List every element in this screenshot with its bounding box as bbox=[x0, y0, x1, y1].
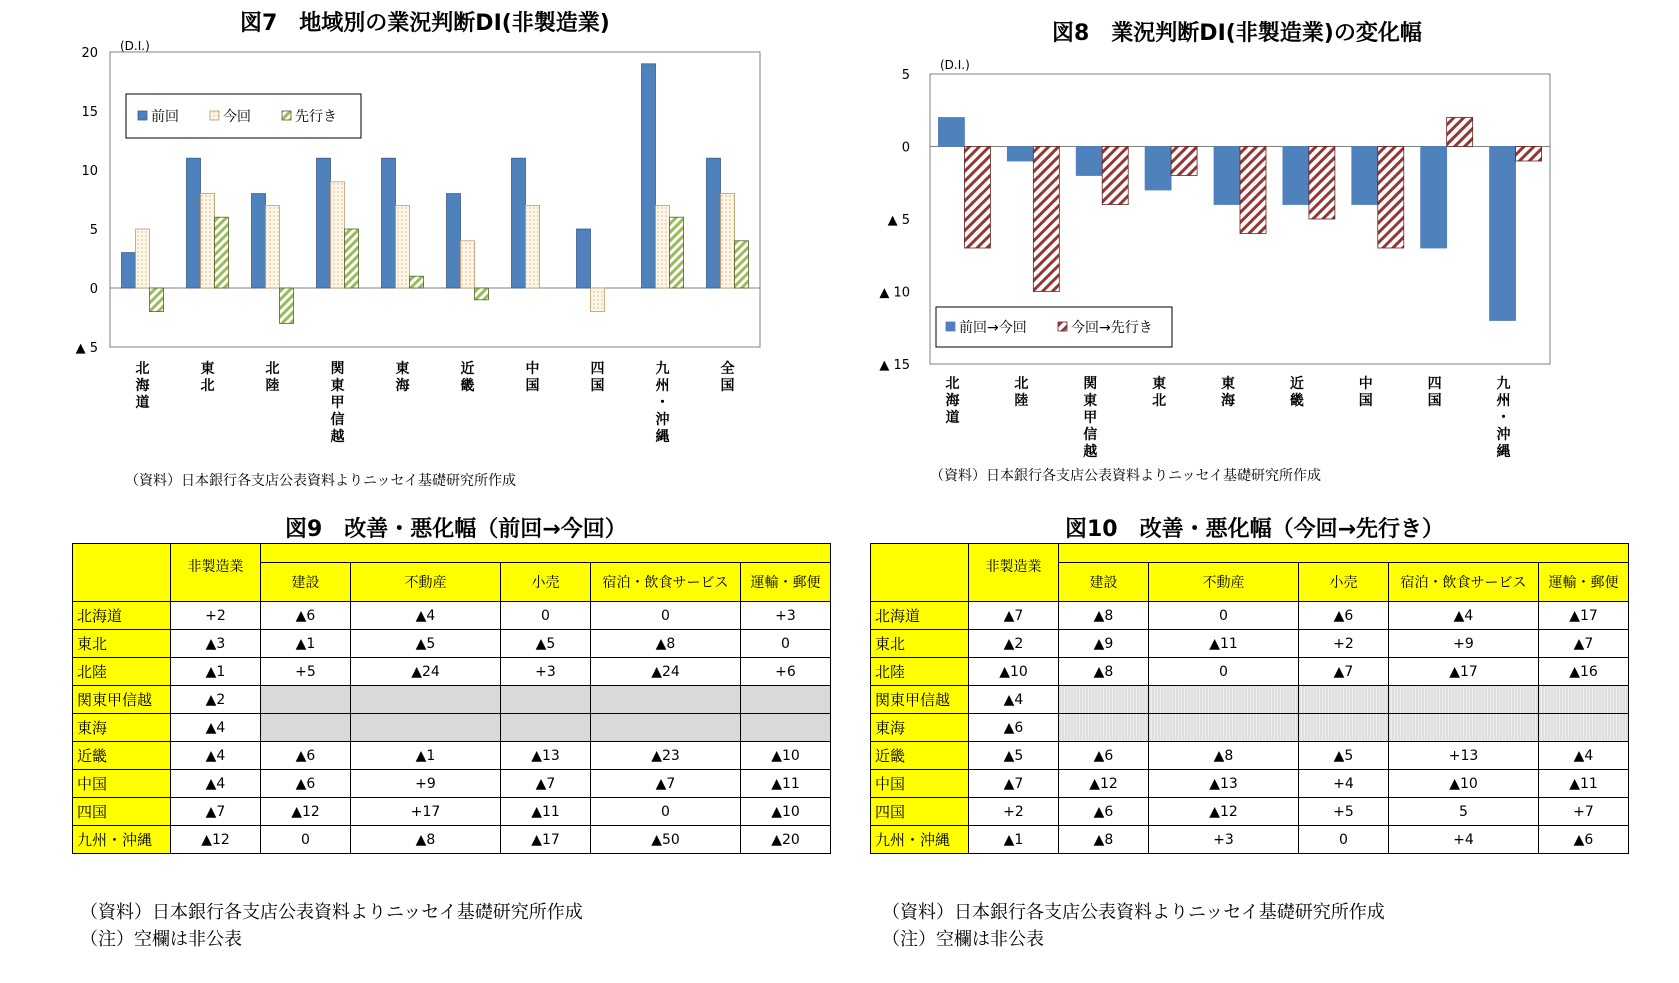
fig9-value-cell: ▲11 bbox=[741, 770, 831, 798]
fig8-xtick: 海 bbox=[945, 393, 960, 409]
fig8-bar bbox=[1007, 147, 1033, 162]
fig10-value-cell: ▲8 bbox=[1059, 826, 1149, 854]
fig9-value-cell: +6 bbox=[741, 658, 831, 686]
fig9-row bbox=[73, 630, 831, 658]
fig9-value-cell: +5 bbox=[261, 658, 351, 686]
fig8-xtick: 甲 bbox=[1083, 410, 1098, 426]
fig9-value-cell: ▲10 bbox=[741, 798, 831, 826]
fig7-bar bbox=[656, 205, 670, 288]
fig8-legend-swatch bbox=[1058, 322, 1067, 331]
fig10-value-cell: ▲8 bbox=[1059, 658, 1149, 686]
fig9-header-cell: 建設 bbox=[261, 563, 351, 602]
fig10-value-cell: ▲6 bbox=[1059, 798, 1149, 826]
fig9-blank-cell bbox=[591, 714, 741, 742]
fig10-table bbox=[870, 543, 1629, 854]
fig8-legend-swatch bbox=[946, 322, 955, 331]
fig9-value-cell: ▲17 bbox=[501, 826, 591, 854]
fig10-value-cell: +2 bbox=[969, 798, 1059, 826]
fig9-row bbox=[73, 742, 831, 770]
fig9-blank-cell bbox=[741, 686, 831, 714]
fig7-bar bbox=[642, 64, 656, 288]
fig7-bar bbox=[187, 158, 201, 288]
fig8-ytick: ▲ 10 bbox=[879, 285, 910, 301]
fig9-source: （資料）日本銀行各支店公表資料よりニッセイ基礎研究所作成 bbox=[80, 902, 583, 923]
fig7-xtick: 関 bbox=[330, 361, 345, 377]
fig7-xtick: 四 bbox=[590, 361, 605, 377]
fig10-row bbox=[871, 658, 1629, 686]
fig9-value-cell: ▲1 bbox=[351, 742, 501, 770]
fig9-value-cell: ▲4 bbox=[171, 770, 261, 798]
fig8-legend-label: 前回→今回 bbox=[959, 320, 1027, 336]
fig10-value-cell: ▲6 bbox=[1539, 826, 1629, 854]
fig10-row bbox=[871, 686, 1629, 714]
fig8-xtick: 畿 bbox=[1289, 393, 1304, 409]
fig9-blank-cell bbox=[501, 714, 591, 742]
fig10-value-cell: ▲6 bbox=[1059, 742, 1149, 770]
fig7-xtick: 東 bbox=[395, 361, 410, 377]
fig9-row bbox=[73, 714, 831, 742]
fig10-blank-cell bbox=[1539, 714, 1629, 742]
fig9-value-cell: ▲20 bbox=[741, 826, 831, 854]
fig9-value-cell: ▲1 bbox=[261, 630, 351, 658]
fig7-chart bbox=[60, 34, 830, 474]
fig9-note: （注）空欄は非公表 bbox=[80, 929, 242, 950]
fig10-blank-cell bbox=[1299, 686, 1389, 714]
fig7-bar bbox=[447, 194, 461, 288]
fig10-value-cell: ▲11 bbox=[1539, 770, 1629, 798]
fig7-xtick: 東 bbox=[330, 378, 345, 394]
fig7-xtick: 全 bbox=[720, 361, 735, 377]
fig8-bar bbox=[1490, 147, 1516, 321]
fig7-xtick: 甲 bbox=[330, 395, 345, 411]
fig10-value-cell: ▲1 bbox=[969, 826, 1059, 854]
fig9-value-cell: ▲7 bbox=[591, 770, 741, 798]
fig7-bar bbox=[591, 288, 605, 312]
fig7-xtick: 沖 bbox=[655, 412, 670, 428]
fig9-header-spacer bbox=[261, 544, 831, 563]
fig7-xtick: 北 bbox=[135, 361, 150, 377]
fig9-value-cell: ▲11 bbox=[501, 798, 591, 826]
fig10-blank-cell bbox=[1059, 686, 1149, 714]
fig9-region-cell: 関東甲信越 bbox=[73, 686, 171, 714]
fig9-value-cell: ▲50 bbox=[591, 826, 741, 854]
fig9-row bbox=[73, 826, 831, 854]
fig10-corner bbox=[871, 544, 969, 602]
fig10-value-cell: ▲4 bbox=[1389, 602, 1539, 630]
fig8-bar bbox=[1171, 147, 1197, 176]
fig7-xtick: 越 bbox=[330, 429, 345, 445]
fig7-xtick: 北 bbox=[200, 378, 215, 394]
fig8-xtick: 東 bbox=[1152, 376, 1167, 392]
fig8-legend-label: 今回→先行き bbox=[1071, 320, 1153, 336]
fig9-value-cell: ▲6 bbox=[261, 742, 351, 770]
fig7-source: （資料）日本銀行各支店公表資料よりニッセイ基礎研究所作成 bbox=[125, 473, 517, 489]
fig7-bar bbox=[735, 241, 749, 288]
fig7-bar bbox=[201, 194, 215, 288]
fig9-blank-cell bbox=[261, 714, 351, 742]
fig10-value-cell: ▲9 bbox=[1059, 630, 1149, 658]
fig9-value-cell: +17 bbox=[351, 798, 501, 826]
fig9-blank-cell bbox=[261, 686, 351, 714]
fig8-xtick: 東 bbox=[1221, 376, 1235, 392]
fig10-note: （注）空欄は非公表 bbox=[882, 929, 1044, 950]
fig7-legend-label: 今回 bbox=[223, 109, 251, 125]
fig10-value-cell: +3 bbox=[1149, 826, 1299, 854]
fig8-bar bbox=[1516, 147, 1542, 162]
fig8-bar bbox=[1240, 147, 1266, 234]
fig10-header-cell: 宿泊・飲食サービス bbox=[1389, 563, 1539, 602]
fig7-ytick: 5 bbox=[89, 223, 98, 238]
fig8-xtick: 四 bbox=[1427, 376, 1442, 392]
fig8-ytick: ▲ 5 bbox=[887, 213, 910, 228]
fig8-bar bbox=[1145, 147, 1171, 191]
fig7-bar bbox=[410, 276, 424, 288]
fig10-value-cell: +9 bbox=[1389, 630, 1539, 658]
fig7-legend-swatch bbox=[210, 111, 219, 120]
fig10-header-cell: 建設 bbox=[1059, 563, 1149, 602]
fig8-xtick: 北 bbox=[1014, 376, 1029, 392]
fig8-xtick: 関 bbox=[1083, 376, 1098, 392]
fig10-value-cell: 0 bbox=[1149, 658, 1299, 686]
fig10-region-cell: 東海 bbox=[871, 714, 969, 742]
fig8-xtick: ・ bbox=[1496, 410, 1511, 426]
fig8-xtick: 越 bbox=[1083, 444, 1098, 460]
fig9-value-cell: 0 bbox=[741, 630, 831, 658]
fig8-bar bbox=[1378, 147, 1404, 249]
fig7-bar bbox=[150, 288, 164, 312]
fig8-bar bbox=[1309, 147, 1335, 220]
fig10-value-cell: ▲12 bbox=[1149, 798, 1299, 826]
fig9-blank-cell bbox=[591, 686, 741, 714]
fig7-bar bbox=[721, 194, 735, 288]
fig10-value-cell: ▲6 bbox=[1299, 602, 1389, 630]
fig8-ytick: ▲ 15 bbox=[879, 358, 910, 373]
fig8-xtick: 北 bbox=[945, 376, 960, 392]
fig10-value-cell: ▲17 bbox=[1539, 602, 1629, 630]
fig10-value-cell: +4 bbox=[1299, 770, 1389, 798]
fig9-value-cell: ▲4 bbox=[171, 714, 261, 742]
fig10-header-cell: 非製造業 bbox=[969, 544, 1059, 602]
fig10-value-cell: ▲5 bbox=[969, 742, 1059, 770]
fig10-value-cell: ▲16 bbox=[1539, 658, 1629, 686]
fig10-region-cell: 北海道 bbox=[871, 602, 969, 630]
fig9-value-cell: ▲8 bbox=[591, 630, 741, 658]
fig9-region-cell: 中国 bbox=[73, 770, 171, 798]
fig9-value-cell: ▲13 bbox=[501, 742, 591, 770]
fig10-value-cell: ▲12 bbox=[1059, 770, 1149, 798]
fig7-bar bbox=[280, 288, 294, 323]
fig9-row bbox=[73, 770, 831, 798]
fig7-bar bbox=[526, 205, 540, 288]
fig9-value-cell: 0 bbox=[591, 602, 741, 630]
fig9-value-cell: ▲7 bbox=[171, 798, 261, 826]
fig8-bar bbox=[1033, 147, 1059, 292]
fig7-xtick: 東 bbox=[200, 361, 215, 377]
fig7-xtick: 北 bbox=[265, 361, 280, 377]
fig10-region-cell: 四国 bbox=[871, 798, 969, 826]
fig7-ytick: 10 bbox=[81, 164, 98, 179]
fig10-row bbox=[871, 798, 1629, 826]
fig8-xtick: 近 bbox=[1289, 376, 1304, 392]
fig8-bar bbox=[1102, 147, 1128, 205]
fig8-ytick: 5 bbox=[901, 68, 910, 83]
fig7-xtick: ・ bbox=[655, 395, 670, 411]
fig8-xtick: 道 bbox=[945, 410, 960, 426]
fig8-xtick: 北 bbox=[1152, 393, 1167, 409]
fig8-xtick: 沖 bbox=[1496, 427, 1511, 443]
fig9-value-cell: ▲12 bbox=[261, 798, 351, 826]
fig7-legend-label: 先行き bbox=[295, 109, 337, 125]
fig7-legend-swatch bbox=[138, 111, 147, 120]
fig7-ytick: 0 bbox=[89, 282, 98, 297]
fig9-region-cell: 北海道 bbox=[73, 602, 171, 630]
fig10-region-cell: 北陸 bbox=[871, 658, 969, 686]
fig9-value-cell: ▲23 bbox=[591, 742, 741, 770]
fig8-xtick: 国 bbox=[1427, 393, 1442, 409]
fig7-legend-label: 前回 bbox=[151, 109, 179, 125]
fig10-blank-cell bbox=[1299, 714, 1389, 742]
fig8-xtick: 国 bbox=[1358, 393, 1373, 409]
fig7-bar bbox=[331, 182, 345, 288]
fig9-header-cell: 運輸・郵便 bbox=[741, 563, 831, 602]
fig9-value-cell: ▲1 bbox=[171, 658, 261, 686]
fig10-row bbox=[871, 602, 1629, 630]
fig7-xtick: 近 bbox=[460, 361, 475, 377]
fig10-row bbox=[871, 742, 1629, 770]
fig10-header-cell: 運輸・郵便 bbox=[1539, 563, 1629, 602]
fig8-bar bbox=[1214, 147, 1240, 205]
fig9-value-cell: 0 bbox=[591, 798, 741, 826]
fig9-value-cell: ▲10 bbox=[741, 742, 831, 770]
fig9-header-cell: 宿泊・飲食サービス bbox=[591, 563, 741, 602]
fig8-source: （資料）日本銀行各支店公表資料よりニッセイ基礎研究所作成 bbox=[930, 468, 1322, 484]
fig8-xtick: 東 bbox=[1083, 393, 1098, 409]
fig8-bar bbox=[938, 118, 964, 147]
fig10-header-cell: 不動産 bbox=[1149, 563, 1299, 602]
fig8-bar bbox=[1283, 147, 1309, 205]
fig10-value-cell: ▲4 bbox=[969, 686, 1059, 714]
fig10-value-cell: ▲7 bbox=[969, 770, 1059, 798]
fig10-region-cell: 九州・沖縄 bbox=[871, 826, 969, 854]
fig10-row bbox=[871, 714, 1629, 742]
fig9-value-cell: +2 bbox=[171, 602, 261, 630]
fig9-blank-cell bbox=[741, 714, 831, 742]
fig10-value-cell: ▲4 bbox=[1539, 742, 1629, 770]
fig10-value-cell: ▲17 bbox=[1389, 658, 1539, 686]
fig7-bar bbox=[136, 229, 150, 288]
fig7-unit-label: (D.I.) bbox=[120, 39, 150, 53]
fig7-bar bbox=[396, 205, 410, 288]
fig9-value-cell: ▲6 bbox=[261, 602, 351, 630]
fig7-xtick: 信 bbox=[330, 412, 345, 428]
fig7-xtick: 海 bbox=[395, 378, 410, 394]
fig10-blank-cell bbox=[1539, 686, 1629, 714]
fig8-bar bbox=[1447, 118, 1473, 147]
fig7-xtick: 縄 bbox=[655, 429, 670, 445]
fig7-xtick: 国 bbox=[525, 378, 540, 394]
fig7-xtick: 国 bbox=[720, 378, 735, 394]
fig9-value-cell: ▲12 bbox=[171, 826, 261, 854]
fig9-row bbox=[73, 658, 831, 686]
fig10-value-cell: ▲8 bbox=[1149, 742, 1299, 770]
fig9-value-cell: ▲24 bbox=[591, 658, 741, 686]
fig7-bar bbox=[382, 158, 396, 288]
fig9-blank-cell bbox=[351, 714, 501, 742]
fig10-value-cell: +7 bbox=[1539, 798, 1629, 826]
fig9-value-cell: ▲3 bbox=[171, 630, 261, 658]
fig9-value-cell: 0 bbox=[261, 826, 351, 854]
fig10-value-cell: ▲7 bbox=[1539, 630, 1629, 658]
fig9-value-cell: ▲24 bbox=[351, 658, 501, 686]
fig9-region-cell: 近畿 bbox=[73, 742, 171, 770]
fig9-value-cell: +3 bbox=[501, 658, 591, 686]
fig10-row bbox=[871, 826, 1629, 854]
fig9-region-cell: 四国 bbox=[73, 798, 171, 826]
fig9-value-cell: ▲7 bbox=[501, 770, 591, 798]
fig8-xtick: 海 bbox=[1221, 393, 1235, 409]
fig7-xtick: 海 bbox=[135, 378, 150, 394]
fig10-value-cell: 0 bbox=[1299, 826, 1389, 854]
fig8-bar bbox=[1421, 147, 1447, 249]
fig7-bar bbox=[512, 158, 526, 288]
fig10-value-cell: ▲2 bbox=[969, 630, 1059, 658]
fig7-bar bbox=[345, 229, 359, 288]
fig7-ytick: 20 bbox=[81, 46, 98, 61]
fig8-bar bbox=[1076, 147, 1102, 176]
fig9-header-cell: 非製造業 bbox=[171, 544, 261, 602]
fig10-value-cell: ▲13 bbox=[1149, 770, 1299, 798]
fig7-xtick: 中 bbox=[525, 361, 540, 377]
fig8-unit-label: (D.I.) bbox=[940, 58, 970, 72]
fig8-xtick: 九 bbox=[1496, 376, 1511, 392]
fig9-value-cell: +3 bbox=[741, 602, 831, 630]
fig10-value-cell: +13 bbox=[1389, 742, 1539, 770]
fig9-table bbox=[72, 543, 831, 854]
fig10-value-cell: 5 bbox=[1389, 798, 1539, 826]
fig9-blank-cell bbox=[351, 686, 501, 714]
fig9-value-cell: ▲5 bbox=[351, 630, 501, 658]
fig8-xtick: 中 bbox=[1358, 376, 1373, 392]
fig9-title: 図9 改善・悪化幅（前回→今回） bbox=[285, 517, 627, 542]
fig9-value-cell: ▲2 bbox=[171, 686, 261, 714]
fig7-bar bbox=[475, 288, 489, 300]
fig7-bar bbox=[252, 194, 266, 288]
fig7-xtick: 州 bbox=[655, 378, 670, 394]
fig10-value-cell: ▲6 bbox=[969, 714, 1059, 742]
fig9-header-cell: 不動産 bbox=[351, 563, 501, 602]
fig8-xtick: 信 bbox=[1083, 427, 1098, 443]
fig10-row bbox=[871, 770, 1629, 798]
fig9-header-cell: 小売 bbox=[501, 563, 591, 602]
fig10-blank-cell bbox=[1389, 714, 1539, 742]
fig9-value-cell: +9 bbox=[351, 770, 501, 798]
fig7-bar bbox=[122, 253, 136, 288]
fig10-value-cell: ▲5 bbox=[1299, 742, 1389, 770]
fig8-xtick: 縄 bbox=[1496, 444, 1511, 460]
fig10-region-cell: 中国 bbox=[871, 770, 969, 798]
fig7-xtick: 道 bbox=[135, 395, 150, 411]
fig9-region-cell: 東海 bbox=[73, 714, 171, 742]
fig10-header-cell: 小売 bbox=[1299, 563, 1389, 602]
fig8-bar bbox=[1352, 147, 1378, 205]
fig8-ytick: 0 bbox=[901, 140, 910, 156]
fig7-xtick: 国 bbox=[590, 378, 605, 394]
fig9-value-cell: ▲4 bbox=[351, 602, 501, 630]
fig7-title: 図7 地域別の業況判断DI(非製造業) bbox=[240, 11, 610, 36]
fig9-region-cell: 北陸 bbox=[73, 658, 171, 686]
fig10-value-cell: 0 bbox=[1149, 602, 1299, 630]
fig10-value-cell: +5 bbox=[1299, 798, 1389, 826]
fig8-chart bbox=[870, 46, 1630, 476]
fig10-value-cell: ▲7 bbox=[1299, 658, 1389, 686]
fig9-value-cell: ▲4 bbox=[171, 742, 261, 770]
fig9-region-cell: 東北 bbox=[73, 630, 171, 658]
fig10-value-cell: ▲7 bbox=[969, 602, 1059, 630]
fig7-ytick: 15 bbox=[81, 105, 98, 120]
fig9-blank-cell bbox=[501, 686, 591, 714]
fig10-title: 図10 改善・悪化幅（今回→先行き） bbox=[1065, 517, 1445, 542]
fig8-xtick: 州 bbox=[1496, 393, 1511, 409]
fig10-blank-cell bbox=[1149, 686, 1299, 714]
fig7-bar bbox=[266, 205, 280, 288]
fig10-value-cell: +2 bbox=[1299, 630, 1389, 658]
fig7-bar bbox=[461, 241, 475, 288]
fig7-bar bbox=[670, 217, 684, 288]
fig9-row bbox=[73, 798, 831, 826]
fig9-value-cell: ▲6 bbox=[261, 770, 351, 798]
fig10-blank-cell bbox=[1389, 686, 1539, 714]
fig7-bar bbox=[215, 217, 229, 288]
fig8-bar bbox=[964, 147, 990, 249]
fig9-region-cell: 九州・沖縄 bbox=[73, 826, 171, 854]
fig9-row bbox=[73, 686, 831, 714]
fig7-xtick: 九 bbox=[655, 361, 670, 377]
fig10-blank-cell bbox=[1149, 714, 1299, 742]
fig7-bar bbox=[317, 158, 331, 288]
fig9-value-cell: 0 bbox=[501, 602, 591, 630]
fig10-blank-cell bbox=[1059, 714, 1149, 742]
fig8-title: 図8 業況判断DI(非製造業)の変化幅 bbox=[1052, 21, 1422, 46]
fig10-value-cell: +4 bbox=[1389, 826, 1539, 854]
fig10-region-cell: 関東甲信越 bbox=[871, 686, 969, 714]
fig9-value-cell: ▲5 bbox=[501, 630, 591, 658]
fig7-bar bbox=[707, 158, 721, 288]
fig10-value-cell: ▲10 bbox=[1389, 770, 1539, 798]
fig7-bar bbox=[577, 229, 591, 288]
fig10-source: （資料）日本銀行各支店公表資料よりニッセイ基礎研究所作成 bbox=[882, 902, 1385, 923]
fig10-value-cell: ▲8 bbox=[1059, 602, 1149, 630]
fig10-region-cell: 東北 bbox=[871, 630, 969, 658]
fig10-value-cell: ▲10 bbox=[969, 658, 1059, 686]
fig10-row bbox=[871, 630, 1629, 658]
fig10-value-cell: ▲11 bbox=[1149, 630, 1299, 658]
fig7-xtick: 畿 bbox=[460, 378, 475, 394]
fig9-value-cell: ▲8 bbox=[351, 826, 501, 854]
fig10-header-spacer bbox=[1059, 544, 1629, 563]
fig10-region-cell: 近畿 bbox=[871, 742, 969, 770]
fig9-row bbox=[73, 602, 831, 630]
fig8-xtick: 陸 bbox=[1014, 393, 1029, 409]
fig9-corner bbox=[73, 544, 171, 602]
fig7-legend-swatch bbox=[282, 111, 291, 120]
fig7-ytick: ▲ 5 bbox=[75, 341, 98, 356]
fig7-xtick: 陸 bbox=[265, 378, 280, 394]
